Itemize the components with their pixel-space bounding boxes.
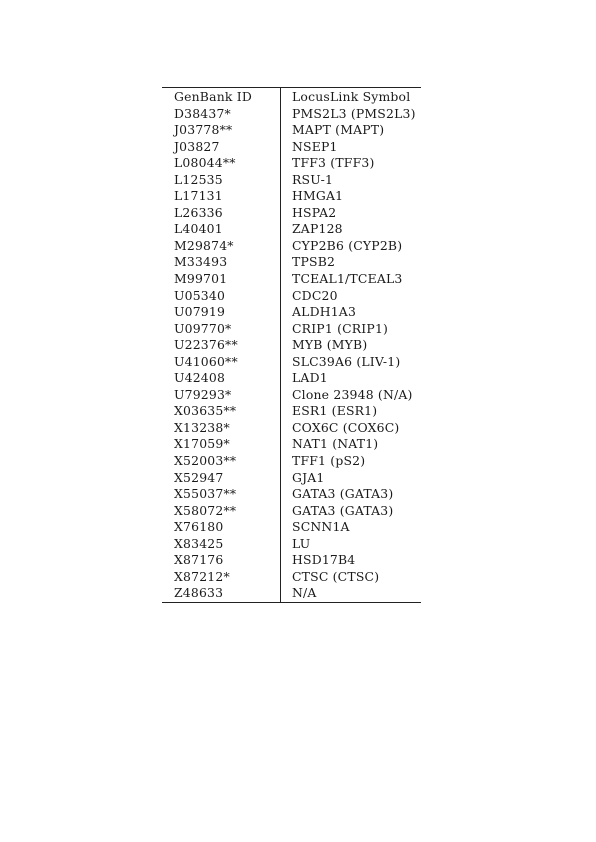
table-row [162,221,421,238]
genbank-id-cell: L08044** [162,155,281,172]
locuslink-symbol-cell: NSEP1 [292,138,338,154]
genbank-id-cell: L17131 [162,188,281,205]
locuslink-symbol-cell: CRIP1 (CRIP1) [292,320,389,336]
genbank-id-cell: X58072** [162,503,281,520]
table-row [162,420,421,437]
table-row [162,536,421,553]
table-row [162,321,421,338]
genbank-id-cell: U42408 [162,370,281,387]
table-row [162,569,421,586]
genbank-id-cell: X76180 [162,519,281,536]
table-row [162,585,421,602]
genbank-id-cell: U09770* [162,321,281,338]
locuslink-symbol-cell: CDC20 [292,287,338,303]
table-row [162,519,421,536]
genbank-id-cell: U79293* [162,387,281,404]
table-row [162,403,421,420]
locuslink-symbol-cell: PMS2L3 (PMS2L3) [292,105,416,121]
genbank-id-cell: J03827 [162,139,281,156]
locuslink-symbol-cell: GATA3 (GATA3) [292,486,394,502]
locuslink-symbol-cell: Clone 23948 (N/A) [292,386,413,402]
locuslink-symbol-cell: TCEAL1/TCEAL3 [292,271,403,287]
genbank-id-cell: X17059* [162,436,281,453]
locuslink-symbol-cell: TFF3 (TFF3) [292,155,375,171]
table-row [162,354,421,371]
genbank-id-cell: L26336 [162,205,281,222]
gene-table-grid [162,88,421,602]
table-row [162,172,421,189]
locuslink-symbol-cell: SCNN1A [292,519,350,535]
locuslink-symbol-cell: N/A [292,585,317,601]
table-row [162,436,421,453]
table-row [162,370,421,387]
locuslink-symbol-cell: SLC39A6 (LIV-1) [292,353,401,369]
locuslink-symbol-cell: CYP2B6 (CYP2B) [292,237,403,253]
locuslink-symbol-cell: LU [292,535,311,551]
genbank-id-cell: U07919 [162,304,281,321]
locuslink-symbol-cell: LAD1 [292,370,328,386]
table-row [162,271,421,288]
locuslink-symbol-cell: ALDH1A3 [292,304,357,320]
header-genbank-id: GenBank ID [162,88,281,106]
genbank-id-cell: D38437* [162,106,281,123]
genbank-id-cell: M29874* [162,238,281,255]
genbank-id-cell: M33493 [162,254,281,271]
genbank-id-cell: U41060** [162,354,281,371]
genbank-id-cell: X03635** [162,403,281,420]
table-row [162,254,421,271]
table-row [162,453,421,470]
genbank-id-cell: X87176 [162,552,281,569]
locuslink-symbol-cell: COX6C (COX6C) [292,419,400,435]
gene-table [162,87,421,603]
table-row [162,552,421,569]
header-locuslink-symbol: LocusLink Symbol [292,89,411,104]
locuslink-symbol-cell: HMGA1 [292,188,344,204]
table-row [162,304,421,321]
genbank-id-cell: U22376** [162,337,281,354]
genbank-id-cell: M99701 [162,271,281,288]
locuslink-symbol-cell: TFF1 (pS2) [292,453,366,469]
table-body [162,106,421,602]
locuslink-symbol-cell: CTSC (CTSC) [292,568,380,584]
table-row [162,387,421,404]
table-row [162,188,421,205]
genbank-id-cell: X52003** [162,453,281,470]
table-row [162,288,421,305]
table-row [162,106,421,123]
genbank-id-cell: X87212* [162,569,281,586]
table-row [162,238,421,255]
table-row [162,139,421,156]
locuslink-symbol-cell: RSU-1 [292,171,334,187]
locuslink-symbol-cell: HSD17B4 [292,552,356,568]
locuslink-symbol-cell: MAPT (MAPT) [292,122,385,138]
table-row [162,122,421,139]
locuslink-symbol-cell: GATA3 (GATA3) [292,502,394,518]
table-row [162,337,421,354]
genbank-id-cell: X52947 [162,470,281,487]
locuslink-symbol-cell: MYB (MYB) [292,337,368,353]
locuslink-symbol-cell: TPSB2 [292,254,336,270]
table-row [162,470,421,487]
table-header-row [162,88,421,106]
locuslink-symbol-cell: ESR1 (ESR1) [292,403,378,419]
genbank-id-cell: X55037** [162,486,281,503]
genbank-id-cell: X83425 [162,536,281,553]
genbank-id-cell: U05340 [162,288,281,305]
locuslink-symbol-cell: GJA1 [292,469,325,485]
table-row [162,155,421,172]
genbank-id-cell: X13238* [162,420,281,437]
genbank-id-cell: J03778** [162,122,281,139]
table-row [162,503,421,520]
genbank-id-cell: L12535 [162,172,281,189]
genbank-id-cell: Z48633 [162,585,281,602]
locuslink-symbol-cell: ZAP128 [292,221,343,237]
table-row [162,486,421,503]
genbank-id-cell: L40401 [162,221,281,238]
locuslink-symbol-cell: HSPA2 [292,204,337,220]
locuslink-symbol-cell: NAT1 (NAT1) [292,436,379,452]
table-row [162,205,421,222]
